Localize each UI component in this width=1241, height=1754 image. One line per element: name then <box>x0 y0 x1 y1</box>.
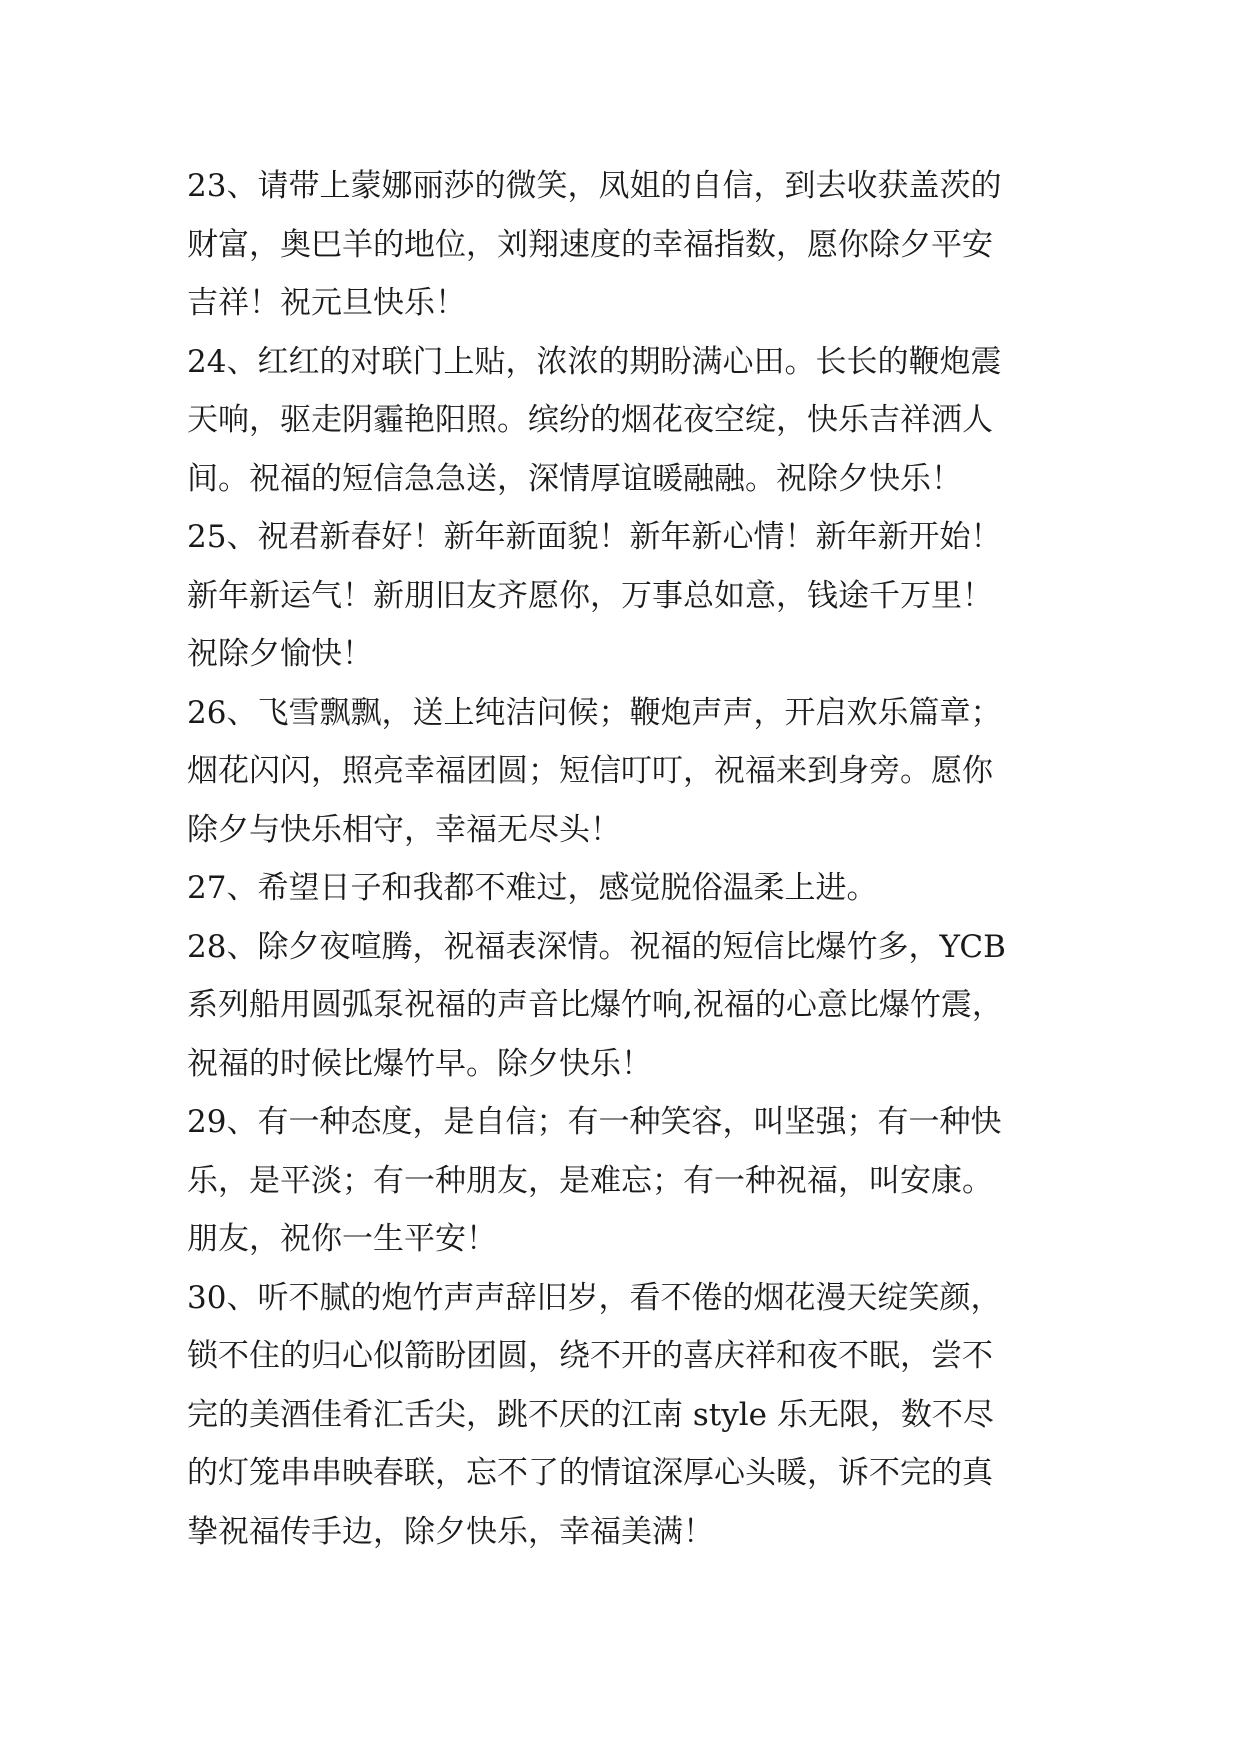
text-line: 30、听不腻的炮竹声声辞旧岁，看不倦的烟花漫天绽笑颜， <box>187 1279 1002 1316</box>
text-line: 烟花闪闪，照亮幸福团圆；短信叮叮，祝福来到身旁。愿你 <box>187 753 993 789</box>
text-line: 朋友，祝你一生平安！ <box>187 1221 497 1257</box>
text-line: 完的美酒佳肴汇舌尖，跳不厌的江南 style 乐无限，数不尽 <box>187 1396 994 1433</box>
text-line: 天响，驱走阴霾艳阳照。缤纷的烟花夜空绽，快乐吉祥洒人 <box>187 402 993 438</box>
text-line: 除夕与快乐相守，幸福无尽头！ <box>187 811 621 848</box>
text-line: 23、请带上蒙娜丽莎的微笑，凤姐的自信，到去收获盖茨的 <box>187 168 1002 204</box>
text-line: 吉祥！祝元旦快乐！ <box>187 285 466 321</box>
text-line: 28、除夕夜喧腾，祝福表深情。祝福的短信比爆竹多，YCB <box>187 928 1006 965</box>
text-line: 祝福的时候比爆竹早。除夕快乐！ <box>187 1045 652 1082</box>
text-line: 27、希望日子和我都不难过，感觉脱俗温柔上进。 <box>187 870 878 906</box>
text-line: 祝除夕愉快！ <box>187 636 373 672</box>
text-line: 乐，是平淡；有一种朋友，是难忘；有一种祝福，叫安康。 <box>187 1162 993 1199</box>
text-line: 26、飞雪飘飘，送上纯洁问候；鞭炮声声，开启欢乐篇章； <box>187 694 1002 731</box>
text-line: 锁不住的归心似箭盼团圆，绕不开的喜庆祥和夜不眠，尝不 <box>187 1338 993 1374</box>
text-line: 新年新运气！新朋旧友齐愿你，万事总如意，钱途千万里！ <box>187 577 993 614</box>
text-line: 间。祝福的短信急急送，深情厚谊暖融融。祝除夕快乐！ <box>187 460 962 497</box>
text-line: 挚祝福传手边，除夕快乐，幸福美满！ <box>187 1513 714 1550</box>
text-line: 25、祝君新春好！新年新面貌！新年新心情！新年新开始！ <box>187 519 1002 555</box>
text-line: 的灯笼串串映春联，忘不了的情谊深厚心头暖，诉不完的真 <box>187 1455 993 1491</box>
document-body <box>187 157 1067 1561</box>
text-line: 29、有一种态度，是自信；有一种笑容，叫坚强；有一种快 <box>187 1104 1002 1140</box>
text-line: 系列船用圆弧泵祝福的声音比爆竹响,祝福的心意比爆竹震， <box>187 987 1003 1023</box>
text-line: 24、红红的对联门上贴，浓浓的期盼满心田。长长的鞭炮震 <box>187 343 1002 380</box>
text-line: 财富，奥巴羊的地位，刘翔速度的幸福指数，愿你除夕平安 <box>187 226 993 263</box>
